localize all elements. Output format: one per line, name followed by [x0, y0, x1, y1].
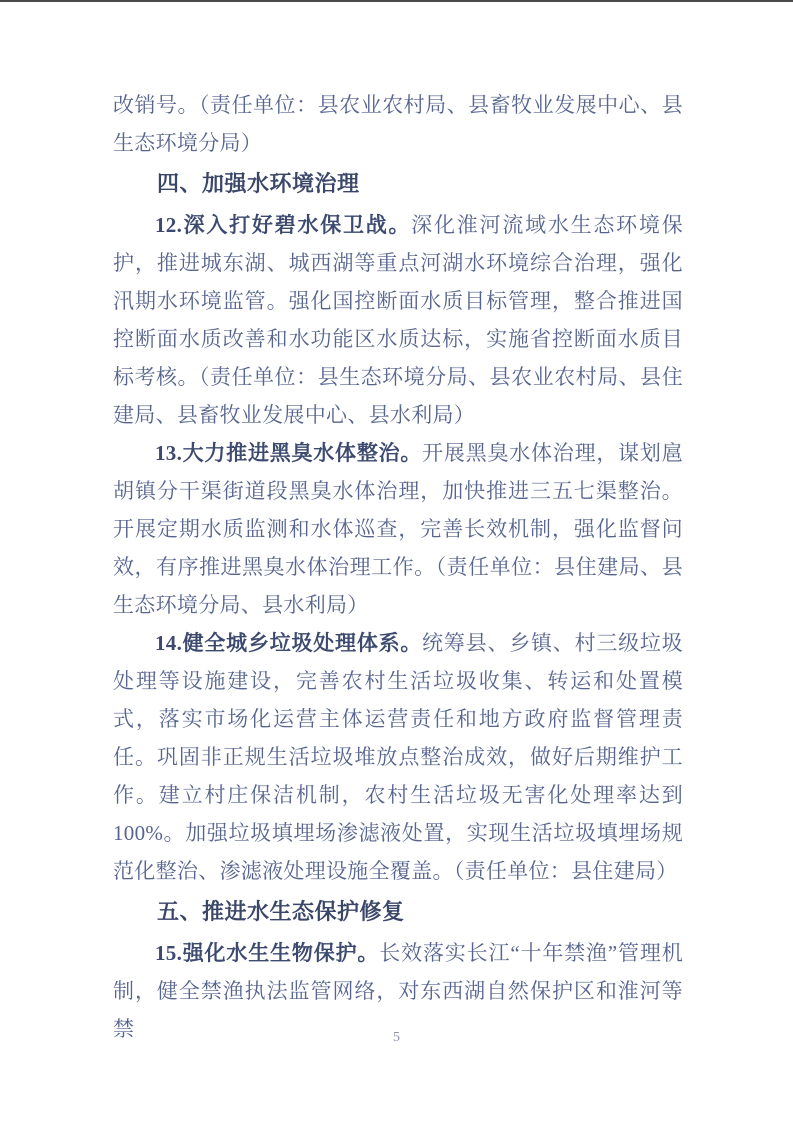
paragraph-item-13-lead: 13.大力推进黑臭水体整治。	[155, 441, 423, 465]
paragraph-item-15-lead: 15.强化水生生物保护。	[155, 941, 380, 965]
paragraph-item-14-text: 统筹县、乡镇、村三级垃圾处理等设施建设，完善农村生活垃圾收集、转运和处置模式，落实市场化运营主体运营责任和地方政府监督管理责任。巩固非正规生活垃圾堆放点整治成效，做好后期维护工作。建立村庄保洁机制，农村生活垃圾无害化处理率达到 100%。加强垃圾填埋场渗滤液处置，实现生活垃圾填埋场规范化整治、渗滤液处理设施全覆盖。（责任单位：县住建局）	[113, 631, 683, 883]
page-number: 5	[393, 1030, 400, 1045]
paragraph-item-15-text: 长效落实长江“十年禁渔”管理机制，健全禁渔执法监管网络，对东西湖自然保护区和淮河等禁	[113, 941, 683, 1041]
paragraph-item-12-lead: 12.深入打好碧水保卫战。	[155, 213, 412, 237]
paragraph-item-12	[113, 206, 683, 434]
paragraph-item-13-text: 开展黑臭水体治理，谋划扈胡镇分干渠街道段黑臭水体治理，加快推进三五七渠整治。开展定期水质监测和水体巡查，完善长效机制，强化监督问效，有序推进黑臭水体治理工作。（责任单位：县住建局、县生态环境分局、县水利局）	[113, 441, 683, 617]
document-body	[113, 86, 683, 1048]
section-heading-four: 四、加强水环境治理	[157, 171, 360, 196]
paragraph-item-14	[113, 624, 683, 890]
paragraph-item-13	[113, 434, 683, 624]
section-heading-five: 五、推进水生态保护修复	[157, 899, 405, 924]
paragraph-continuation: 改销号。（责任单位：县农业农村局、县畜牧业发展中心、县生态环境分局）	[113, 93, 683, 155]
paragraph-item-12-text: 深化淮河流域水生态环境保护，推进城东湖、城西湖等重点河湖水环境综合治理，强化汛期水环境监管。强化国控断面水质目标管理，整合推进国控断面水质改善和水功能区水质达标，实施省控断面水质目标考核。（责任单位：县生态环境分局、县农业农村局、县住建局、县畜牧业发展中心、县水利局）	[113, 213, 683, 427]
scan-edge-line	[0, 0, 793, 2]
paragraph-item-14-lead: 14.健全城乡垃圾处理体系。	[155, 631, 423, 655]
